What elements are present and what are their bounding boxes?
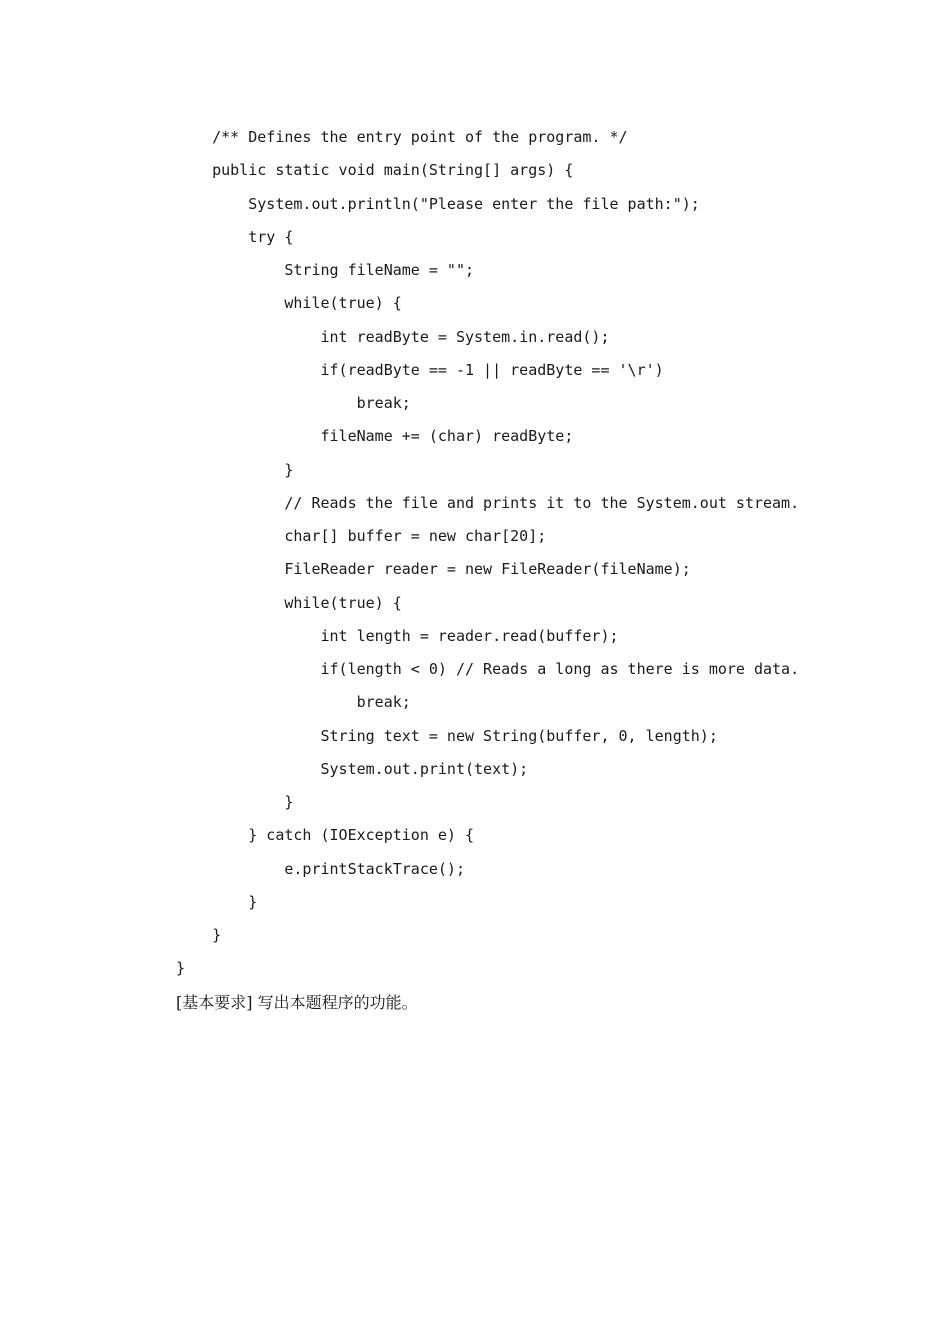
code-line: } [176, 793, 294, 811]
code-line: // Reads the file and prints it to the System.out stream. [176, 493, 800, 512]
code-line: if(readByte == -1 || readByte == '\r') [176, 360, 664, 379]
code-line: try { [176, 227, 294, 246]
code-line: while(true) { [176, 593, 402, 612]
code-line: } catch (IOException e) { [176, 826, 475, 845]
code-line: fileName += (char) readByte; [176, 427, 574, 446]
code-line: System.out.print(text); [176, 759, 529, 778]
code-line: } [176, 892, 258, 911]
code-line: char[] buffer = new char[20]; [176, 527, 547, 545]
code-line: } [176, 460, 294, 479]
code-line: int readByte = System.in.read(); [176, 327, 610, 346]
code-line: } [176, 959, 186, 978]
code-line: e.printStackTrace(); [176, 859, 465, 878]
code-line: String fileName = ""; [176, 261, 475, 279]
code-line: if(length < 0) // Reads a long as there is more data. [176, 660, 800, 678]
code-line: String text = new String(buffer, 0, length); [176, 726, 718, 745]
code-line: while(true) { [176, 294, 402, 313]
code-line: int length = reader.read(buffer); [176, 626, 619, 645]
code-line: public static void main(String[] args) { [176, 161, 574, 180]
code-line: break; [176, 394, 411, 412]
code-line: System.out.println("Please enter the file path:"); [176, 194, 700, 213]
code-line: FileReader reader = new FileReader(fileName); [176, 560, 691, 579]
requirement-text: [基本要求] 写出本题程序的功能。 [176, 993, 418, 1012]
code-line: break; [176, 693, 411, 712]
code-line: } [176, 926, 222, 944]
code-block [176, 121, 799, 986]
code-line: /** Defines the entry point of the program. */ [176, 128, 628, 146]
